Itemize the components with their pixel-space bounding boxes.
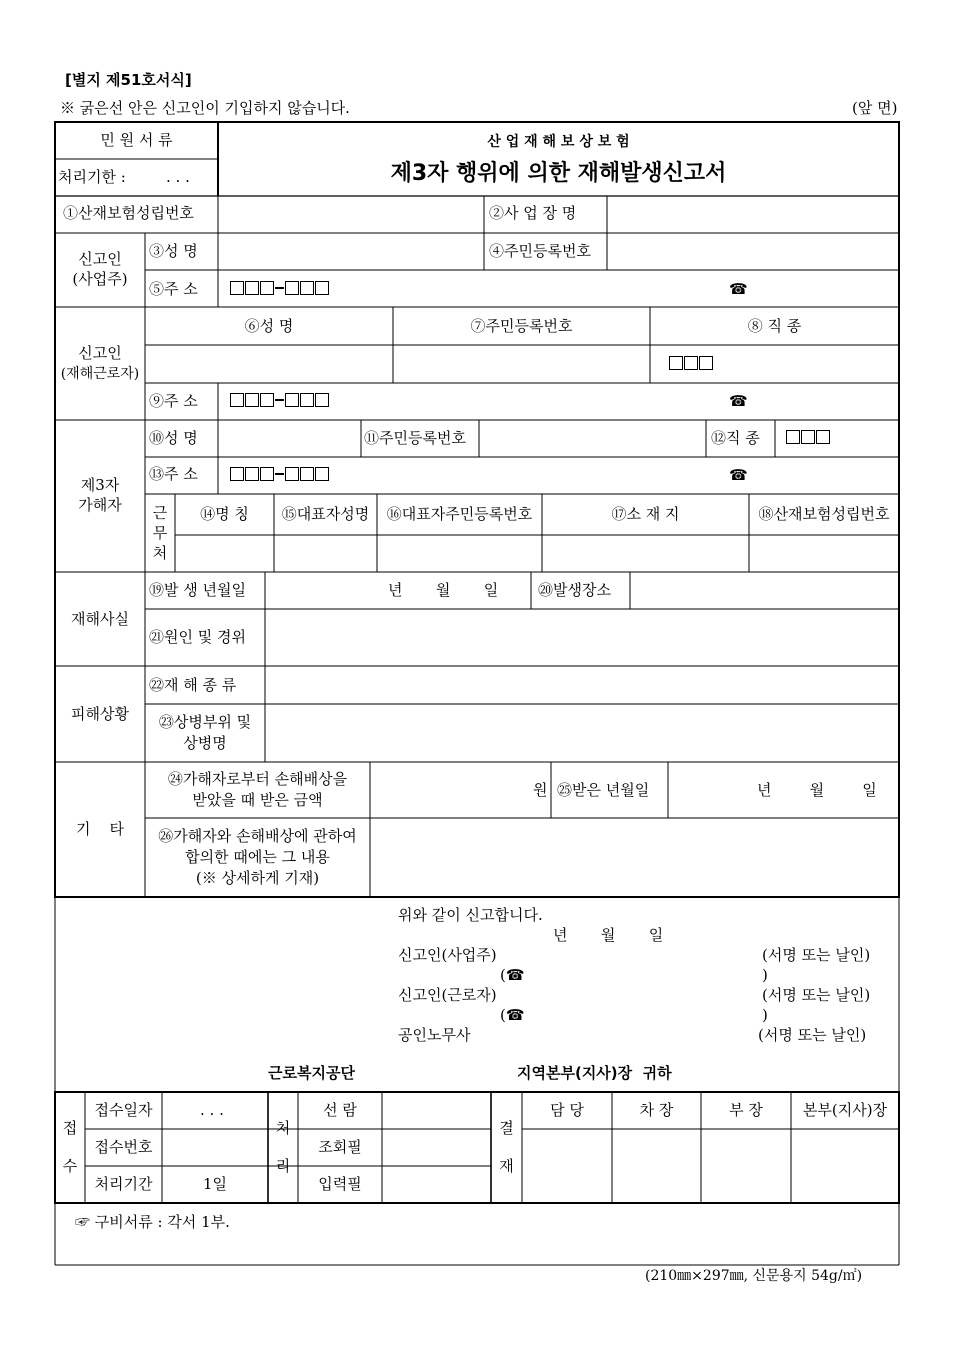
notice-text: ※ 굵은선 안은 신고인이 기입하지 않습니다.	[60, 99, 350, 117]
workplace-col-rep-name: ⑮대표자성명	[281, 505, 370, 523]
phone-icon: ☎	[729, 280, 748, 298]
worker-name-label: ⑥성 명	[244, 317, 294, 335]
workplace-char-3: 처	[152, 544, 168, 562]
offender-name-label: ⑩성 명	[149, 429, 198, 447]
accident-cause-label: ㉑원인 및 경위	[149, 628, 246, 646]
received-date-label: ㉕받은 년월일	[557, 781, 650, 799]
approval-char-2: 재	[499, 1157, 514, 1175]
offender-job-label: ⑫직 종	[711, 429, 760, 447]
worker-sign-label: (서명 또는 날인)	[762, 986, 871, 1004]
worker-job-label: ⑧ 직 종	[747, 317, 802, 335]
period-label: 처리기간	[94, 1175, 153, 1193]
process-review-label: 선 람	[323, 1101, 357, 1119]
worker-tel-close: )	[762, 1006, 768, 1024]
form-subtitle: 산 업 재 해 보 상 보 험	[487, 134, 630, 150]
labor-sign-label: (서명 또는 날인)	[758, 1026, 867, 1044]
employer-group-sub: (사업주)	[72, 270, 128, 288]
deadline-dots: . . .	[166, 168, 190, 186]
employer-rrn-label: ④주민등록번호	[489, 242, 591, 260]
approval-col-staff: 담 당	[550, 1101, 584, 1119]
employer-name-label: ③성 명	[149, 242, 198, 260]
employer-tel-open: (☎	[500, 966, 525, 984]
damage-group-label: 피해상황	[71, 705, 129, 723]
approval-char-1: 결	[499, 1119, 514, 1137]
employer-tel-close: )	[762, 966, 768, 984]
worker-postcode-boxes[interactable]	[230, 393, 330, 407]
workplace-name-field[interactable]	[609, 198, 897, 231]
receipt-date-dots: . . .	[200, 1101, 224, 1119]
approval-col-head: 본부(지사)장	[802, 1101, 888, 1119]
workplace-col-name: ⑭명 칭	[200, 505, 249, 523]
receipt-char-2: 수	[62, 1157, 78, 1175]
recipient-org: 근로복지공단	[268, 1064, 355, 1082]
workplace-col-location: ⑰소 재 지	[611, 505, 680, 523]
agreement-label-1: ㉖가해자와 손해배상에 관하여	[158, 827, 357, 845]
received-date-value: 년 월 일	[757, 781, 877, 799]
attachment-note: ☞ 구비서류 : 각서 1부.	[75, 1213, 230, 1231]
insurance-no-field[interactable]	[220, 198, 482, 231]
receipt-no-label: 접수번호	[94, 1138, 153, 1156]
form-title: 제3자 행위에 의한 재해발생신고서	[390, 161, 727, 186]
receipt-char-1: 접	[62, 1119, 78, 1137]
offender-group-label: 제3자	[80, 476, 120, 494]
employer-address-label: ⑤주 소	[149, 280, 198, 298]
labor-attorney-signer: 공인노무사	[398, 1026, 471, 1044]
process-entered-label: 입력필	[318, 1175, 362, 1193]
workplace-char-2: 무	[152, 524, 168, 542]
recipient-branch: 지역본부(지사)장 귀하	[517, 1064, 672, 1082]
damage-type-label: ㉒재 해 종 류	[149, 676, 237, 694]
worker-group-label: 신고인	[78, 344, 122, 362]
agreement-label-3: (※ 상세하게 기재)	[195, 869, 320, 887]
accident-cause-field[interactable]	[267, 611, 897, 664]
won-unit: 원	[533, 781, 548, 799]
period-value: 1일	[202, 1175, 228, 1193]
injury-label-2: 상병명	[183, 734, 227, 752]
accident-place-label: ⑳발생장소	[538, 581, 611, 599]
process-checked-label: 조회필	[318, 1138, 362, 1156]
receipt-date-label: 접수일자	[94, 1101, 153, 1119]
deadline-label: 처리기한 :	[58, 168, 126, 186]
worker-tel-open: (☎	[500, 1006, 525, 1024]
workplace-char-1: 근	[152, 504, 168, 522]
accident-date-label: ⑲발 생 년월일	[149, 581, 246, 599]
other-group-label: 기 타	[75, 820, 125, 838]
worker-group-sub: (재해근로자)	[60, 366, 140, 382]
worker-signer: 신고인(근로자)	[398, 986, 497, 1004]
form-number: [별지 제51호서식]	[65, 71, 192, 89]
accident-group-label: 재해사실	[71, 610, 129, 628]
offender-group-sub: 가해자	[78, 496, 122, 514]
employer-sign-label: (서명 또는 날인)	[762, 946, 871, 964]
approval-col-deputy: 차 장	[639, 1101, 674, 1119]
offender-postcode-boxes[interactable]	[230, 467, 330, 481]
accident-date-value: 년 월 일	[388, 581, 499, 599]
injury-label-1: ㉓상병부위 및	[158, 713, 252, 731]
declaration-text: 위와 같이 신고합니다.	[398, 906, 543, 924]
civil-doc-label: 민 원 서 류	[100, 131, 173, 149]
process-char-2: 리	[275, 1157, 291, 1175]
workplace-col-rep-rrn: ⑯대표자주민등록번호	[386, 505, 533, 523]
offender-address-label: ⑬주 소	[149, 465, 198, 483]
worker-rrn-label: ⑦주민등록번호	[470, 317, 573, 335]
compensation-label-1: ㉔가해자로부터 손해배상을	[167, 770, 348, 788]
paper-spec: (210㎜×297㎜, 신문용지 54g/㎡)	[645, 1268, 863, 1284]
approval-col-manager: 부 장	[729, 1101, 763, 1119]
phone-icon: ☎	[729, 392, 748, 410]
agreement-label-2: 합의한 때에는 그 내용	[185, 848, 330, 866]
employer-postcode-boxes[interactable]	[230, 281, 330, 295]
process-char-1: 처	[275, 1119, 291, 1137]
phone-icon: ☎	[729, 466, 748, 484]
employer-group-label: 신고인	[78, 250, 122, 268]
page-side: (앞 면)	[852, 99, 898, 117]
worker-job-code-boxes[interactable]	[669, 356, 714, 370]
offender-rrn-label: ⑪주민등록번호	[364, 429, 466, 447]
workplace-col-insurance-no: ⑱산재보험성립번호	[758, 505, 890, 523]
employer-signer: 신고인(사업주)	[398, 946, 497, 964]
offender-job-code-boxes[interactable]	[786, 430, 831, 444]
workplace-name-label: ②사 업 장 명	[489, 204, 577, 222]
compensation-label-2: 받았을 때 받은 금액	[192, 791, 323, 809]
declaration-date: 년 월 일	[553, 926, 664, 944]
worker-address-label: ⑨주 소	[149, 392, 198, 410]
insurance-no-label: ①산재보험성립번호	[63, 204, 194, 222]
